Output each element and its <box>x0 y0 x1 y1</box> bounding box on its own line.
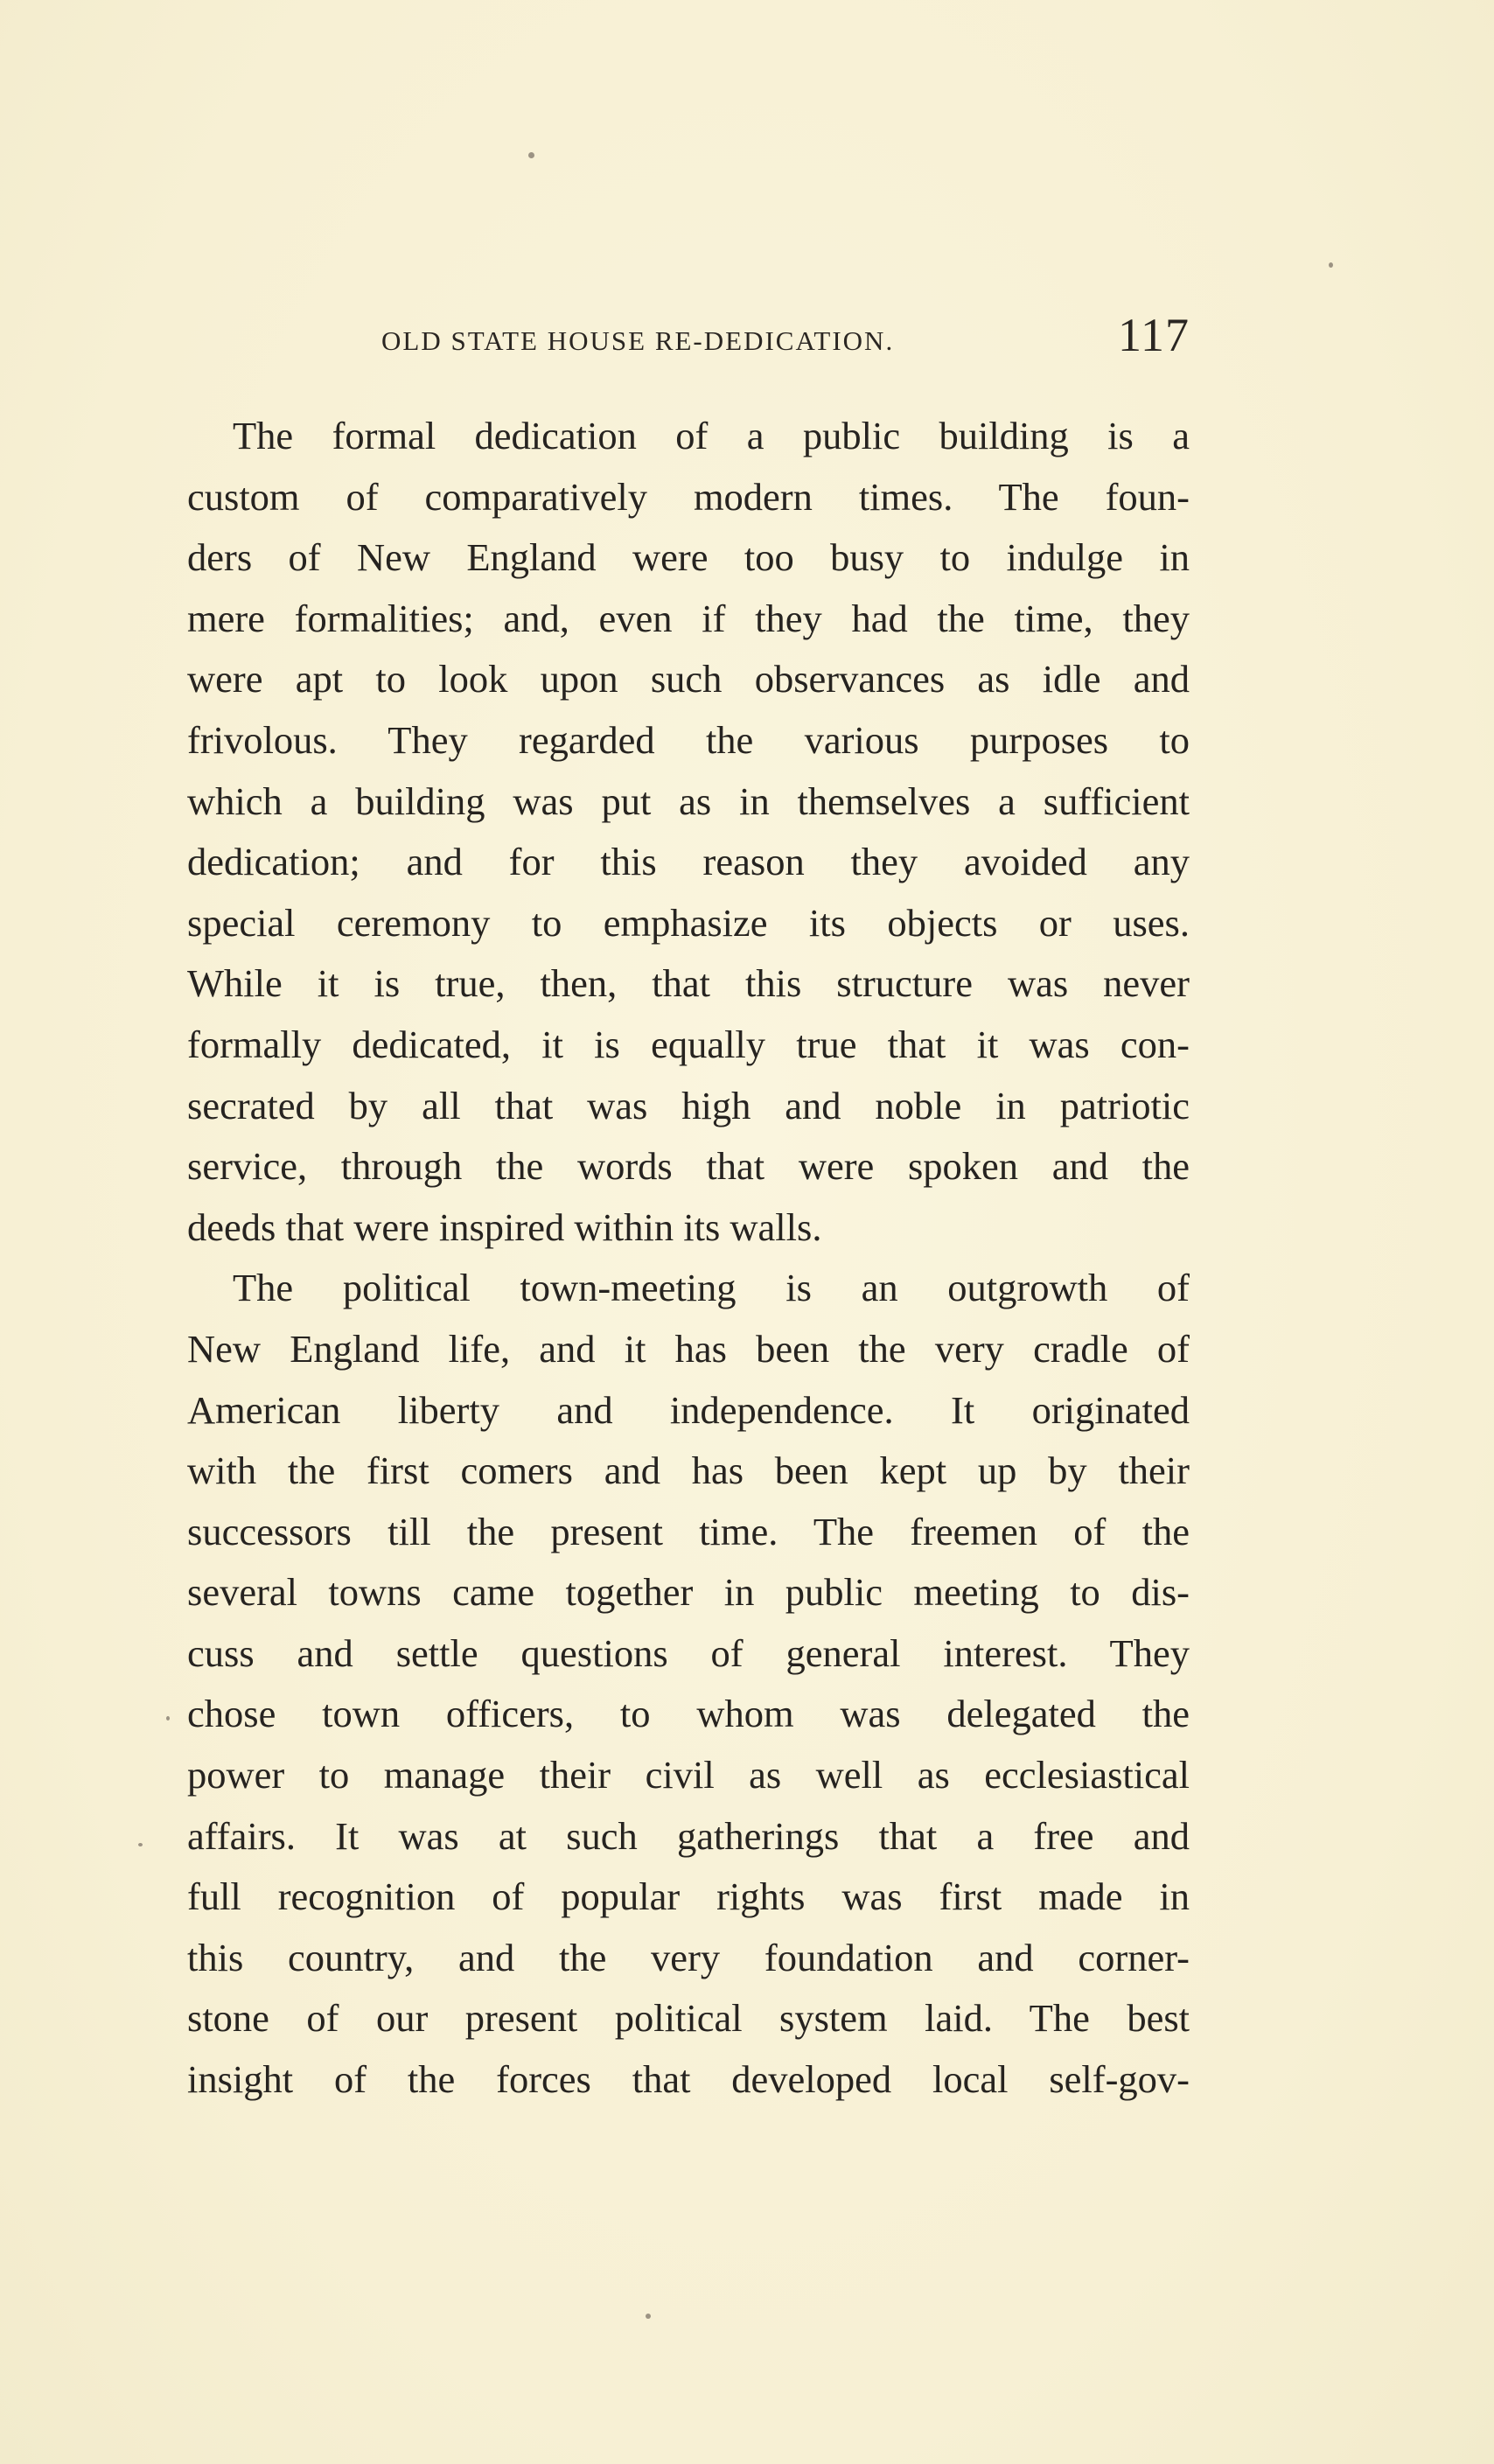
text-line: special ceremony to emphasize its objects or uses. <box>187 900 1190 945</box>
text-line: dedication; and for this reason they avoided any <box>187 840 1190 884</box>
text-line: deeds that were inspired within its walls. <box>187 1204 822 1249</box>
paper-speck <box>528 152 534 158</box>
text-line: chose town officers, to whom was delegated the <box>187 1692 1190 1736</box>
paragraph <box>187 1258 1190 2110</box>
text-line: formally dedicated, it is equally true that it was con- <box>187 1022 1190 1066</box>
text-line: The political town-meeting is an outgrowth of <box>233 1266 1190 1310</box>
page-number: 117 <box>1118 309 1190 361</box>
running-title: OLD STATE HOUSE RE-DEDICATION. <box>381 325 895 356</box>
text-line: cuss and settle questions of general interest. They <box>187 1630 1190 1675</box>
text-line: New England life, and it has been the very cradle of <box>187 1326 1190 1371</box>
paper-speck <box>138 1843 143 1846</box>
text-line: affairs. It was at such gatherings that a free and <box>187 1813 1190 1858</box>
paper-speck <box>646 2314 651 2319</box>
text-line: The formal dedication of a public building is a <box>233 414 1190 457</box>
text-line: several towns came together in public meeting to dis- <box>187 1570 1190 1615</box>
text-line: with the first comers and has been kept up by their <box>187 1448 1190 1493</box>
text-line: ders of New England were too busy to indulge in <box>187 535 1190 580</box>
text-line: custom of comparatively modern times. The foun- <box>187 474 1190 519</box>
body-text <box>187 406 1190 2111</box>
text-line: mere formalities; and, even if they had the time, they <box>187 596 1190 640</box>
paper-speck <box>166 1716 170 1721</box>
text-line: power to manage their civil as well as ecclesiastical <box>187 1753 1190 1797</box>
text-line: American liberty and independence. It originated <box>187 1387 1190 1432</box>
paragraph <box>187 406 1190 1258</box>
text-line: stone of our present political system laid. The best <box>187 1996 1190 2041</box>
text-line: successors till the present time. The freemen of the <box>187 1509 1190 1553</box>
text-line: service, through the words that were spoken and the <box>187 1144 1190 1189</box>
text-line: this country, and the very foundation and corner- <box>187 1935 1190 1979</box>
text-line: which a building was put as in themselves a sufficient <box>187 778 1190 823</box>
text-line: secrated by all that was high and noble in patriotic <box>187 1083 1190 1127</box>
text-line: were apt to look upon such observances as idle and <box>187 657 1190 702</box>
paper-speck <box>1329 262 1333 268</box>
text-line: While it is true, then, that this structure was never <box>187 961 1190 1006</box>
running-head <box>187 308 1190 369</box>
text-line: insight of the forces that developed local self-gov- <box>187 2057 1190 2102</box>
text-line: full recognition of popular rights was first made in <box>187 1874 1190 1919</box>
text-line: frivolous. They regarded the various purposes to <box>187 717 1190 762</box>
